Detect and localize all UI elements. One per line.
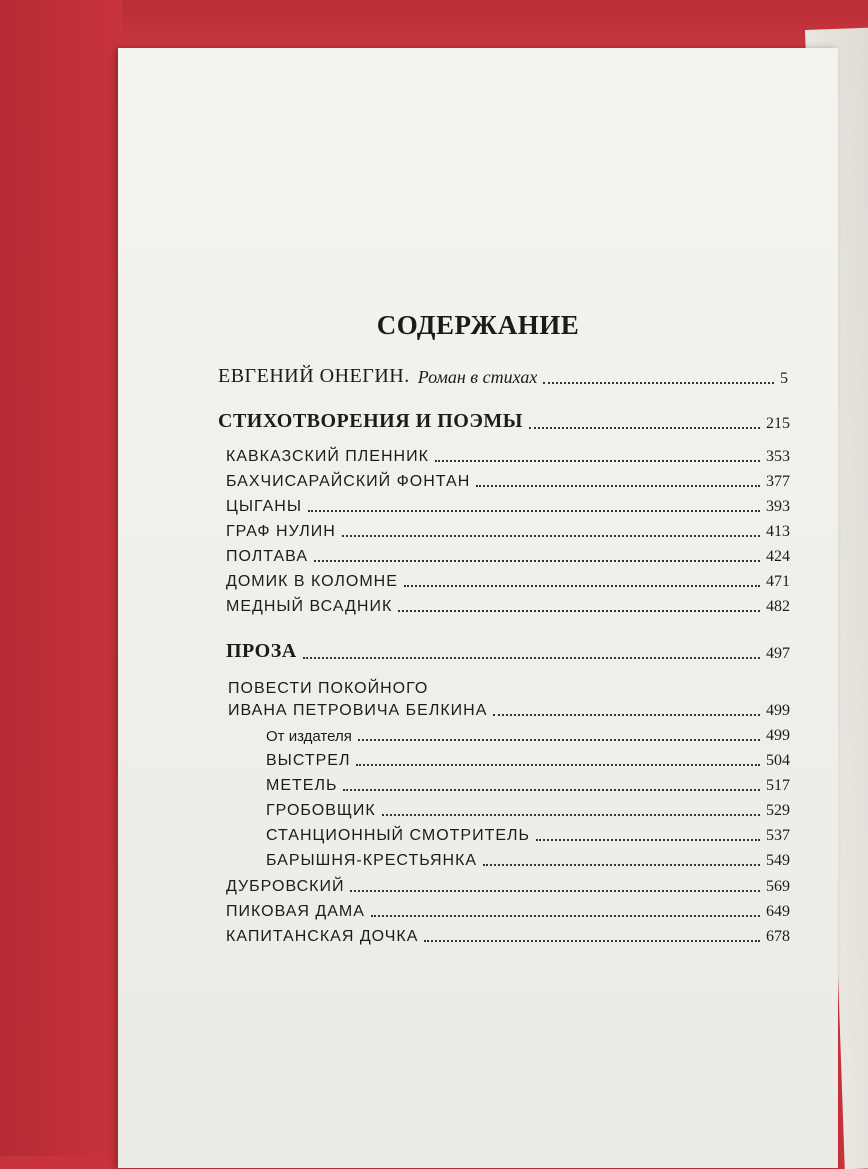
toc-leader xyxy=(536,839,760,841)
toc-page: 537 xyxy=(766,827,790,844)
toc-page: 413 xyxy=(766,523,790,540)
toc-page: 482 xyxy=(766,598,790,615)
toc-page: 569 xyxy=(766,878,790,895)
toc-row xyxy=(226,448,790,466)
toc-label: БАРЫШНЯ-КРЕСТЬЯНКА xyxy=(266,852,478,869)
toc-page: 529 xyxy=(766,802,790,819)
toc-leader xyxy=(308,510,760,512)
toc-row xyxy=(226,573,790,591)
toc-label: МЕДНЫЙ ВСАДНИК xyxy=(226,598,393,615)
toc-page: 517 xyxy=(766,777,790,794)
toc-page: 393 xyxy=(766,498,790,515)
toc-label: ГРОБОВЩИК xyxy=(266,802,376,819)
toc-page: 497 xyxy=(766,645,790,662)
toc-page: 504 xyxy=(766,752,790,769)
toc-leader xyxy=(358,739,760,741)
toc-row xyxy=(266,727,790,745)
toc-page: 549 xyxy=(766,852,790,869)
toc-label: От издателя xyxy=(266,728,352,745)
toc-label: ЦЫГАНЫ xyxy=(226,498,302,515)
toc-leader xyxy=(543,382,774,384)
toc-page: 353 xyxy=(766,448,790,465)
toc-label-belkin-line1: ПОВЕСТИ ПОКОЙНОГО xyxy=(228,680,429,697)
toc-row xyxy=(226,498,790,516)
toc-page: 5 xyxy=(780,370,788,387)
toc-page: 424 xyxy=(766,548,790,565)
toc-leader xyxy=(476,485,760,487)
toc-page: 215 xyxy=(766,415,790,432)
toc-row-prose xyxy=(226,640,790,663)
toc-page: 471 xyxy=(766,573,790,590)
toc-leader xyxy=(529,427,760,429)
toc-leader xyxy=(404,585,760,587)
toc-row xyxy=(226,598,790,616)
toc-leader xyxy=(314,560,760,562)
toc-row xyxy=(266,752,790,770)
toc-row xyxy=(226,928,790,946)
toc-label: КАПИТАНСКАЯ ДОЧКА xyxy=(226,928,419,945)
toc-leader xyxy=(398,610,760,612)
toc-row xyxy=(266,777,790,795)
toc-label: ДОМИК В КОЛОМНЕ xyxy=(226,573,398,590)
toc-leader xyxy=(343,789,760,791)
toc-label: ВЫСТРЕЛ xyxy=(266,752,351,769)
toc-leader xyxy=(435,460,760,462)
toc-label: МЕТЕЛЬ xyxy=(266,777,338,794)
toc-leader xyxy=(424,940,760,942)
bleed-through-footer xyxy=(220,1118,840,1136)
toc-row-onegin xyxy=(218,365,788,388)
toc-label: ПИКОВАЯ ДАМА xyxy=(226,903,365,920)
toc-label: ПОЛТАВА xyxy=(226,548,308,565)
toc-row xyxy=(226,878,790,896)
red-cover-left xyxy=(0,0,122,1156)
contents-title: СОДЕРЖАНИЕ xyxy=(376,310,580,340)
toc-page: 649 xyxy=(766,903,790,920)
toc-leader xyxy=(382,814,760,816)
toc-row xyxy=(266,827,790,845)
toc-row xyxy=(266,802,790,820)
toc-row-poems xyxy=(218,410,790,433)
toc-page: 499 xyxy=(766,702,790,719)
toc-leader xyxy=(356,764,760,766)
toc-label: ИВАНА ПЕТРОВИЧА БЕЛКИНА xyxy=(228,702,488,719)
toc-row xyxy=(226,523,790,541)
toc-leader xyxy=(303,657,760,659)
toc-label: ПРОЗА xyxy=(226,640,297,662)
toc-leader xyxy=(371,915,760,917)
toc-page: 499 xyxy=(766,727,790,744)
toc-leader xyxy=(342,535,760,537)
toc-page: 377 xyxy=(766,473,790,490)
toc-label: БАХЧИСАРАЙСКИЙ ФОНТАН xyxy=(226,473,471,490)
toc-label: СТИХОТВОРЕНИЯ И ПОЭМЫ xyxy=(218,410,523,432)
toc-page: 678 xyxy=(766,928,790,945)
toc-row xyxy=(226,473,790,491)
toc-row xyxy=(226,548,790,566)
toc-row xyxy=(266,852,790,870)
toc-label: КАВКАЗСКИЙ ПЛЕННИК xyxy=(226,448,429,465)
toc-label: СТАНЦИОННЫЙ СМОТРИТЕЛЬ xyxy=(266,827,531,844)
toc-leader xyxy=(493,714,760,716)
toc-label: ДУБРОВСКИЙ xyxy=(226,878,345,895)
toc-leader xyxy=(483,864,760,866)
toc-label: ЕВГЕНИЙ ОНЕГИН. xyxy=(218,365,410,387)
toc-label: ГРАФ НУЛИН xyxy=(226,523,336,540)
toc-leader xyxy=(350,890,760,892)
toc-subtitle: Роман в стихах xyxy=(417,367,538,387)
toc-row xyxy=(228,702,790,720)
toc-row xyxy=(226,903,790,921)
